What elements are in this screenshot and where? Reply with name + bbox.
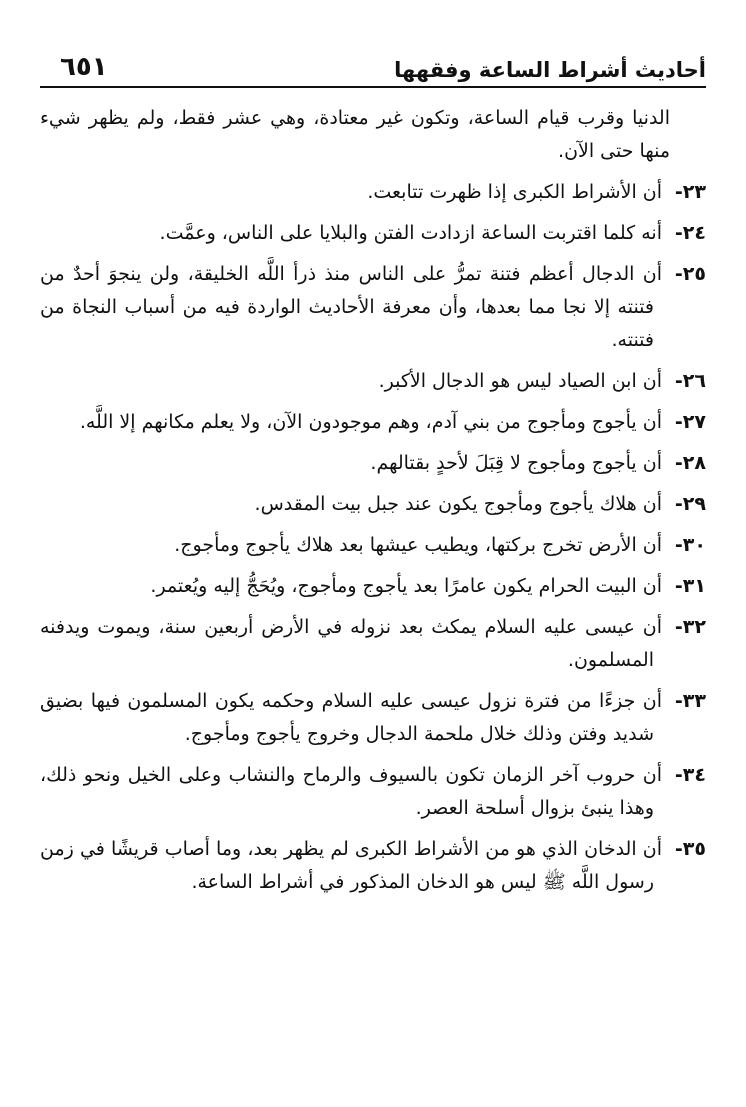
list-item (40, 365, 706, 398)
item-text: أنه كلما اقتربت الساعة ازدادت الفتن والبلايا على الناس، وعمَّت. (159, 222, 662, 244)
item-number: ٣٢- (674, 616, 706, 638)
item-number: ٢٦- (674, 370, 706, 392)
item-number: ٣٥- (674, 838, 706, 860)
continuation-text: الدنيا وقرب قيام الساعة، وتكون غير معتادة، وهي عشر فقط، ولم يظهر شيء منها حتى الآن. (40, 107, 670, 162)
item-number: ٢٥- (674, 263, 706, 285)
item-text: أن الدخان الذي هو من الأشراط الكبرى لم يظهر بعد، وما أصاب قريشًا في زمن رسول اللَّه ﷺ ليس هو الدخان المذكور في أشراط الساعة. (40, 838, 662, 893)
item-number: ٢٩- (674, 493, 706, 515)
list-item (40, 447, 706, 480)
item-number: ٣١- (674, 575, 706, 597)
item-text: أن الأشراط الكبرى إذا ظهرت تتابعت. (367, 181, 662, 203)
list-item (40, 570, 706, 603)
item-text: أن البيت الحرام يكون عامرًا بعد يأجوج ومأجوج، ويُحَجُّ إليه ويُعتمر. (150, 575, 662, 597)
list-item (40, 217, 706, 250)
list-item (40, 258, 706, 357)
item-text: أن يأجوج ومأجوج من بني آدم، وهم موجودون الآن، ولا يعلم مكانهم إلا اللَّه. (79, 411, 662, 433)
item-number: ٣٠- (674, 534, 706, 556)
list-item (40, 488, 706, 521)
item-number: ٢٧- (674, 411, 706, 433)
running-title: أحاديث أشراط الساعة وفقهها (394, 58, 706, 82)
list-item (40, 685, 706, 751)
item-number: ٢٣- (674, 181, 706, 203)
item-text: أن ابن الصياد ليس هو الدجال الأكبر. (378, 370, 662, 392)
item-number: ٢٨- (674, 452, 706, 474)
item-text: أن حروب آخر الزمان تكون بالسيوف والرماح والنشاب وعلى الخيل ونحو ذلك، وهذا ينبئ بزوال أسلحة العصر. (40, 764, 662, 819)
book-page (40, 40, 706, 1080)
item-number: ٣٣- (674, 690, 706, 712)
item-text: أن الدجال أعظم فتنة تمرُّ على الناس منذ ذرأ اللَّه الخليقة، ولن ينجوَ أحدٌ من فتنته إلا نجا مما بعدها، وأن معرفة الأحاديث الواردة فيه من أسباب النجاة من فتنته. (40, 263, 662, 351)
list-item (40, 759, 706, 825)
continuation-paragraph (40, 102, 706, 168)
conclusions-list (40, 102, 706, 899)
list-item (40, 611, 706, 677)
list-item (40, 529, 706, 562)
item-text: أن جزءًا من فترة نزول عيسى عليه السلام وحكمه يكون المسلمون فيها بضيق شديد وفتن وذلك خلال ملحمة الدجال وخروج يأجوج ومأجوج. (40, 690, 662, 745)
item-number: ٣٤- (674, 764, 706, 786)
item-text: أن هلاك يأجوج ومأجوج يكون عند جبل بيت المقدس. (254, 493, 662, 515)
item-text: أن عيسى عليه السلام يمكث بعد نزوله في الأرض أربعين سنة، ويموت ويدفنه المسلمون. (40, 616, 662, 671)
list-item (40, 176, 706, 209)
item-number: ٢٤- (674, 222, 706, 244)
header-rule (40, 86, 706, 88)
list-item (40, 833, 706, 899)
item-text: أن يأجوج ومأجوج لا قِبَلَ لأحدٍ بقتالهم. (370, 452, 662, 474)
list-item (40, 406, 706, 439)
page-header (40, 40, 706, 84)
page-number: ٦٥١ (60, 52, 108, 82)
item-text: أن الأرض تخرج بركتها، ويطيب عيشها بعد هلاك يأجوج ومأجوج. (174, 534, 662, 556)
